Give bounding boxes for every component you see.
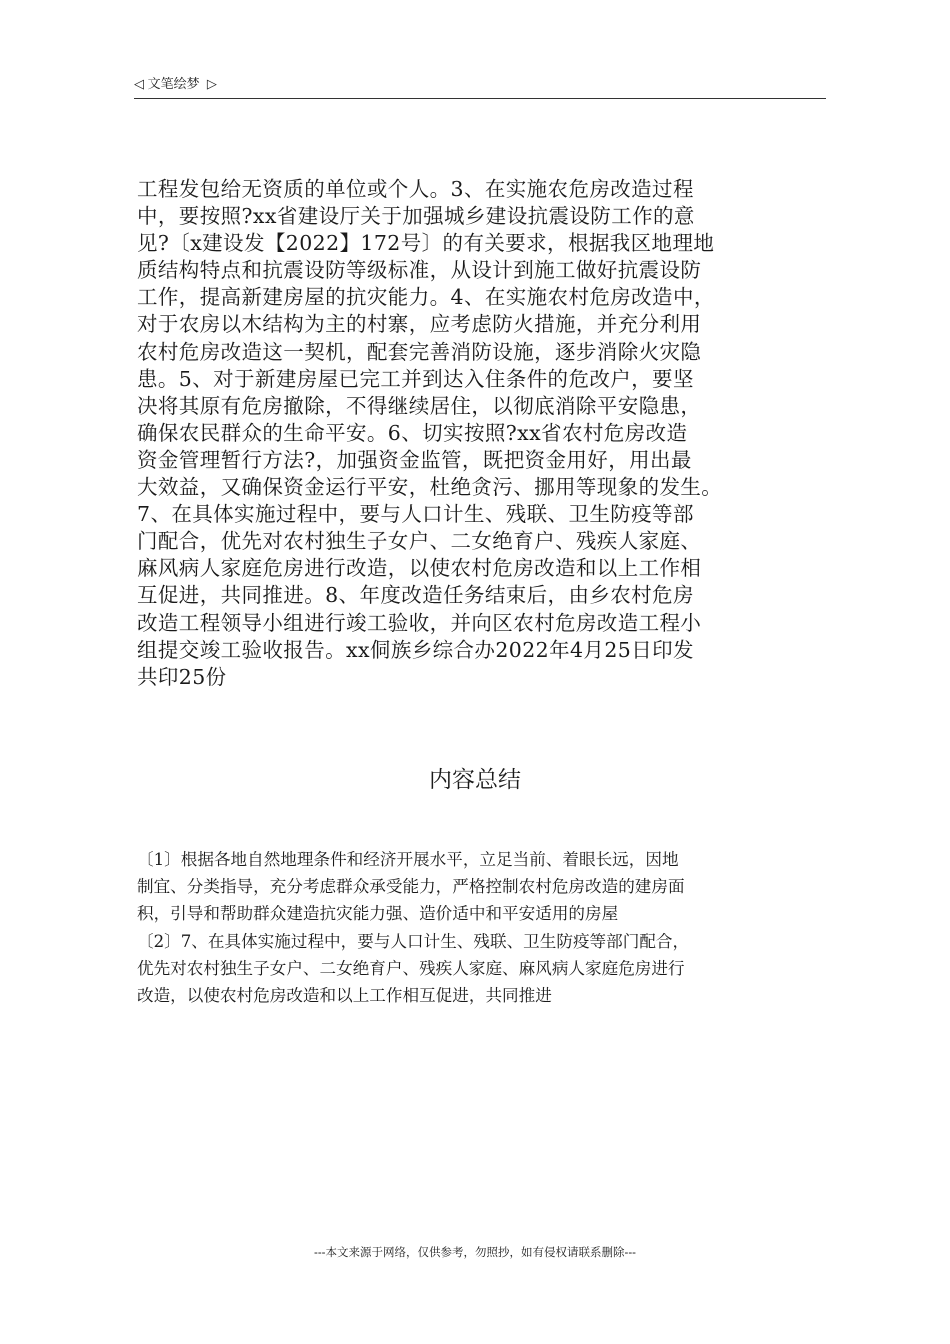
body-line: 组提交竣工验收报告。xx侗族乡综合办2022年4月25日印发 — [137, 637, 694, 662]
summary-text — [137, 846, 837, 1009]
summary-line: 〔1〕根据各地自然地理条件和经济开展水平，立足当前、着眼长远，因地 — [137, 850, 679, 869]
body-line: 确保农民群众的生命平安。6、切实按照?xx省农村危房改造 — [137, 420, 688, 445]
header-label — [134, 74, 217, 94]
header-title: 文笔绘梦 — [147, 76, 200, 91]
summary-title: 内容总结 — [429, 767, 521, 793]
body-line: 农村危房改造这一契机，配套完善消防设施，逐步消除火灾隐 — [137, 339, 702, 364]
body-line: 患。5、对于新建房屋已完工并到达入住条件的危改户，要坚 — [137, 366, 694, 391]
body-line: 资金管理暂行方法?，加强资金监管，既把资金用好，用出最 — [137, 447, 692, 472]
body-line: 大效益，又确保资金运行平安，杜绝贪污、挪用等现象的发生。 — [137, 475, 723, 500]
body-line: 工作，提高新建房屋的抗灾能力。4、在实施农村危房改造中， — [137, 285, 715, 310]
body-line: 见?〔x建设发【2022】172号〕的有关要求，根据我区地理地 — [137, 231, 715, 256]
body-line: 对于农房以木结构为主的村寨，应考虑防火措施，并充分利用 — [137, 312, 702, 337]
summary-line: 制宜、分类指导，充分考虑群众承受能力，严格控制农村危房改造的建房面 — [137, 877, 685, 897]
body-line: 质结构特点和抗震设防等级标准，从设计到施工做好抗震设防 — [137, 258, 702, 283]
body-line: 改造工程领导小组进行竣工验收，并向区农村危房改造工程小 — [137, 610, 702, 635]
body-line: 7、在具体实施过程中，要与人口计生、残联、卫生防疫等部 — [137, 502, 694, 527]
summary-line: 改造，以使农村危房改造和以上工作相互促进，共同推进 — [137, 986, 552, 1006]
right-triangle-icon: ▷ — [206, 76, 217, 91]
body-line: 工程发包给无资质的单位或个人。3、在实施农危房改造过程 — [137, 177, 694, 201]
left-triangle-icon: ◁ — [134, 76, 144, 91]
body-line: 互促进，共同推进。8、年度改造任务结束后，由乡农村危房 — [137, 583, 694, 608]
body-line: 麻风病人家庭危房进行改造，以使农村危房改造和以上工作相 — [137, 556, 702, 581]
body-line: 共印25份 — [137, 664, 227, 689]
page-header — [134, 74, 826, 99]
body-line: 中，要按照?xx省建设厅关于加强城乡建设抗震设防工作的意 — [137, 204, 695, 229]
footer-disclaimer: ---本文来源于网络，仅供参考，勿照抄，如有侵权请联系删除--- — [314, 1247, 636, 1259]
body-text — [137, 176, 849, 691]
summary-line: 〔2〕7、在具体实施过程中，要与人口计生、残联、卫生防疫等部门配合， — [137, 931, 690, 951]
body-line: 决将其原有危房撤除，不得继续居住，以彻底消除平安隐患， — [137, 393, 702, 418]
summary-line: 优先对农村独生子女户、二女绝育户、残疾人家庭、麻风病人家庭危房进行 — [137, 958, 685, 978]
body-line: 门配合，优先对农村独生子女户、二女绝育户、残疾人家庭、 — [137, 529, 702, 554]
summary-line: 积，引导和帮助群众建造抗灾能力强、造价适中和平安适用的房屋 — [137, 904, 619, 924]
